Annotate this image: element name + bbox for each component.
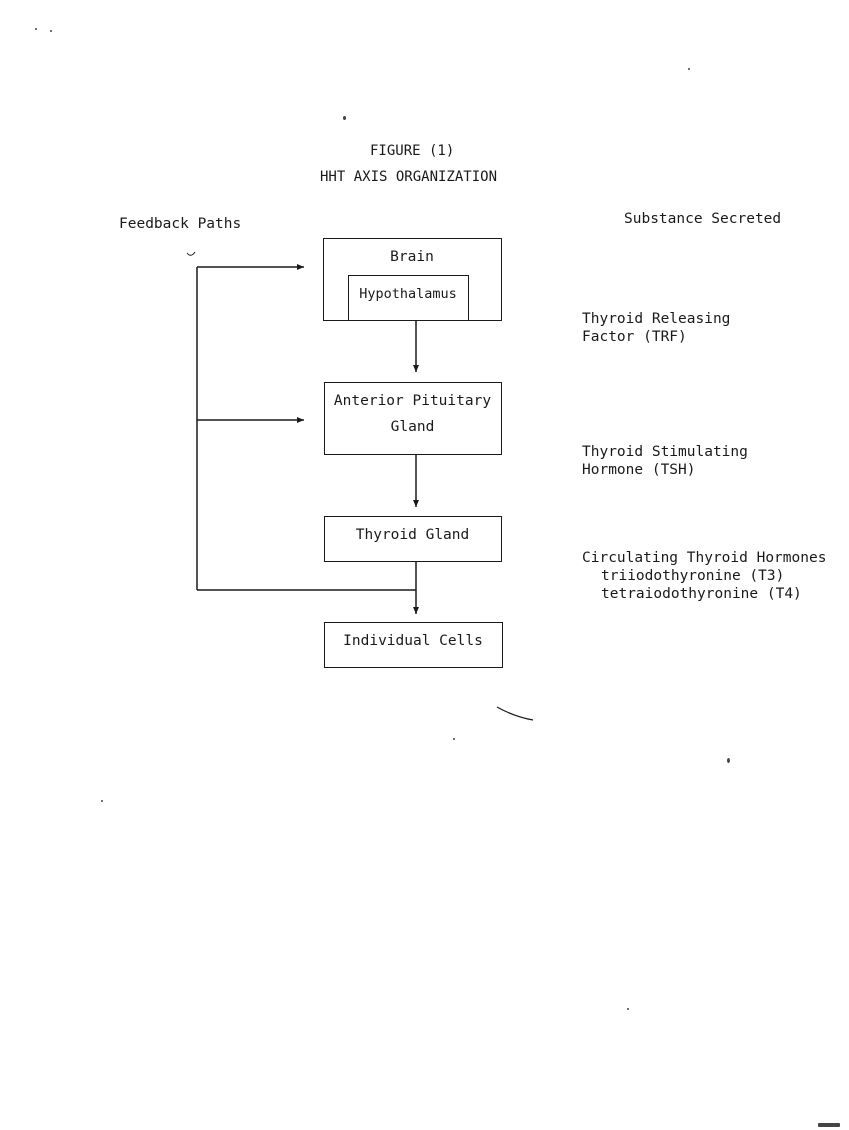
figure-label: FIGURE (1) — [370, 143, 455, 159]
scan-speck — [50, 30, 52, 32]
brain-label: Brain — [390, 249, 434, 265]
figure-title: HHT AXIS ORGANIZATION — [320, 169, 498, 185]
scan-speck — [688, 68, 690, 70]
individual-cells-box — [324, 622, 503, 668]
stray-pen-mark-small — [187, 252, 195, 255]
hormones-line2: triiodothyronine (T3) — [601, 568, 785, 584]
tsh-line2: Hormone (TSH) — [582, 462, 696, 478]
pituitary-label-line1: Anterior Pituitary — [333, 393, 492, 409]
hormones-line3: tetraiodothyronine (T4) — [601, 586, 802, 602]
substance-secreted-heading: Substance Secreted — [624, 211, 782, 227]
pituitary-label-line2: Gland — [390, 419, 435, 435]
hormones-line1: Circulating Thyroid Hormones — [582, 550, 827, 566]
individual-cells-label: Individual Cells — [343, 633, 483, 649]
tsh-line1: Thyroid Stimulating — [582, 444, 748, 460]
hypothalamus-label: Hypothalamus — [359, 286, 457, 302]
hypothalamus-box — [348, 275, 469, 321]
thyroid-gland-box — [324, 516, 502, 562]
trf-line1: Thyroid Releasing — [582, 311, 731, 327]
anterior-pituitary-box — [324, 382, 502, 455]
scan-speck — [453, 738, 455, 740]
scan-speck — [818, 1123, 840, 1127]
scan-speck — [101, 800, 103, 802]
feedback-paths-heading: Feedback Paths — [119, 216, 242, 232]
thyroid-label: Thyroid Gland — [355, 527, 470, 543]
scan-speck — [343, 116, 346, 120]
scan-speck — [35, 28, 37, 30]
scan-speck — [627, 1008, 629, 1010]
stray-pen-mark — [497, 707, 533, 720]
scan-speck — [727, 758, 730, 763]
trf-line2: Factor (TRF) — [582, 329, 687, 345]
